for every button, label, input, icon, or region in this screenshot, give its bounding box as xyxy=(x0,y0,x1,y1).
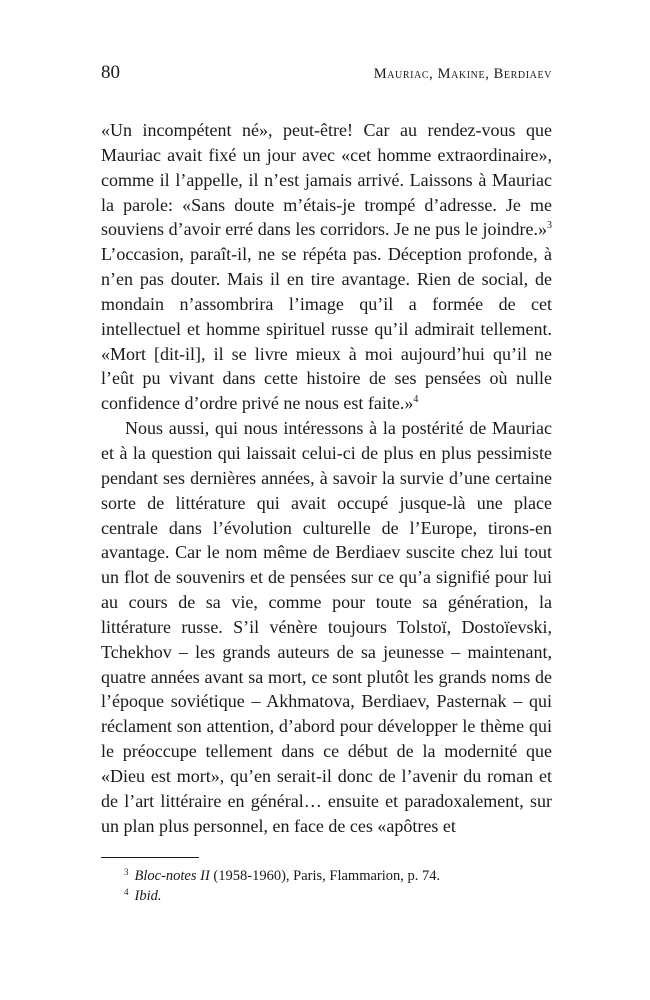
paragraph-1-text-a: «Un incompétent né», peut-être! Car au rendez-vous que Mauriac avait fixé un jour avec «cet homme extraordinaire», comme il l’appelle, il n’est jamais arrivé. Laissons à Mauriac la parole: «Sans doute m’étais-je trompé d’adresse. Je me souviens d’avoir erré dans les corridors. Je ne pus le joindre.» xyxy=(101,120,552,240)
footnote-text: (1958-1960), Paris, Flammarion, p. 74. xyxy=(209,868,441,884)
paragraph-1-text-b: L’occasion, paraît-il, ne se répéta pas. Déception profonde, à n’en pas douter. Mais il en tire avantage. Rien de social, de mondain n’assombrira l’image qu’il a formée de cet intellectuel et homme spirituel russe qu’il admirait tellement. «Mort [dit-il], il se livre mieux à moi aujourd’hui qu’il ne l’eût pu vivant dans cette histoire de ses pensées où nulle confidence d’ordre privé ne nous est faite.» xyxy=(101,244,552,414)
paragraph-1 xyxy=(101,118,552,416)
page-number: 80 xyxy=(101,62,120,83)
footnote-mark: 3 xyxy=(124,867,129,877)
footnote-4 xyxy=(124,886,544,906)
paragraph-2: Nous aussi, qui nous intéressons à la postérité de Mauriac et à la question qui laissait celui-ci de plus en plus pessimiste pendant ses dernières années, à savoir la survie d’une certaine sorte de littérature qui avait occupé jusque-là une place centrale dans l’évolution culturelle de l’Europe, tirons-en avantage. Car le nom même de Berdiaev suscite chez lui tout un flot de souvenirs et de pensées sur ce qu’a signifié pour lui au cours de sa vie, comme pour toute sa génération, la littérature russe. S’il vénère toujours Tolstoï, Dostoïevski, Tchekhov – les grands auteurs de sa jeunesse – maintenant, quatre années avant sa mort, ce sont plutôt les grands noms de l’époque soviétique – Akhmatova, Berdiaev, Pasternak – qui réclament son attention, d’abord pour développer le thème qui le préoccupe tellement dans ce début de la modernité que «Dieu est mort», qu’en serait-il donc de l’avenir du roman et de l’art littéraire en général… ensuite et paradoxalement, sur un plan plus personnel, en face de ces «apôtres et xyxy=(101,418,552,836)
footnote-ref-4[interactable]: 4 xyxy=(413,394,419,406)
footnote-separator xyxy=(101,857,199,858)
footnote-mark: 4 xyxy=(124,887,129,897)
running-head: Mauriac, Makine, Berdiaev xyxy=(373,66,552,82)
footnotes xyxy=(124,866,544,906)
footnote-title: Ibid. xyxy=(134,888,162,904)
footnote-3 xyxy=(124,866,544,886)
footnote-title: Bloc-notes II xyxy=(134,868,210,884)
body-text xyxy=(101,118,552,838)
footnote-ref-3[interactable]: 3 xyxy=(547,220,552,232)
